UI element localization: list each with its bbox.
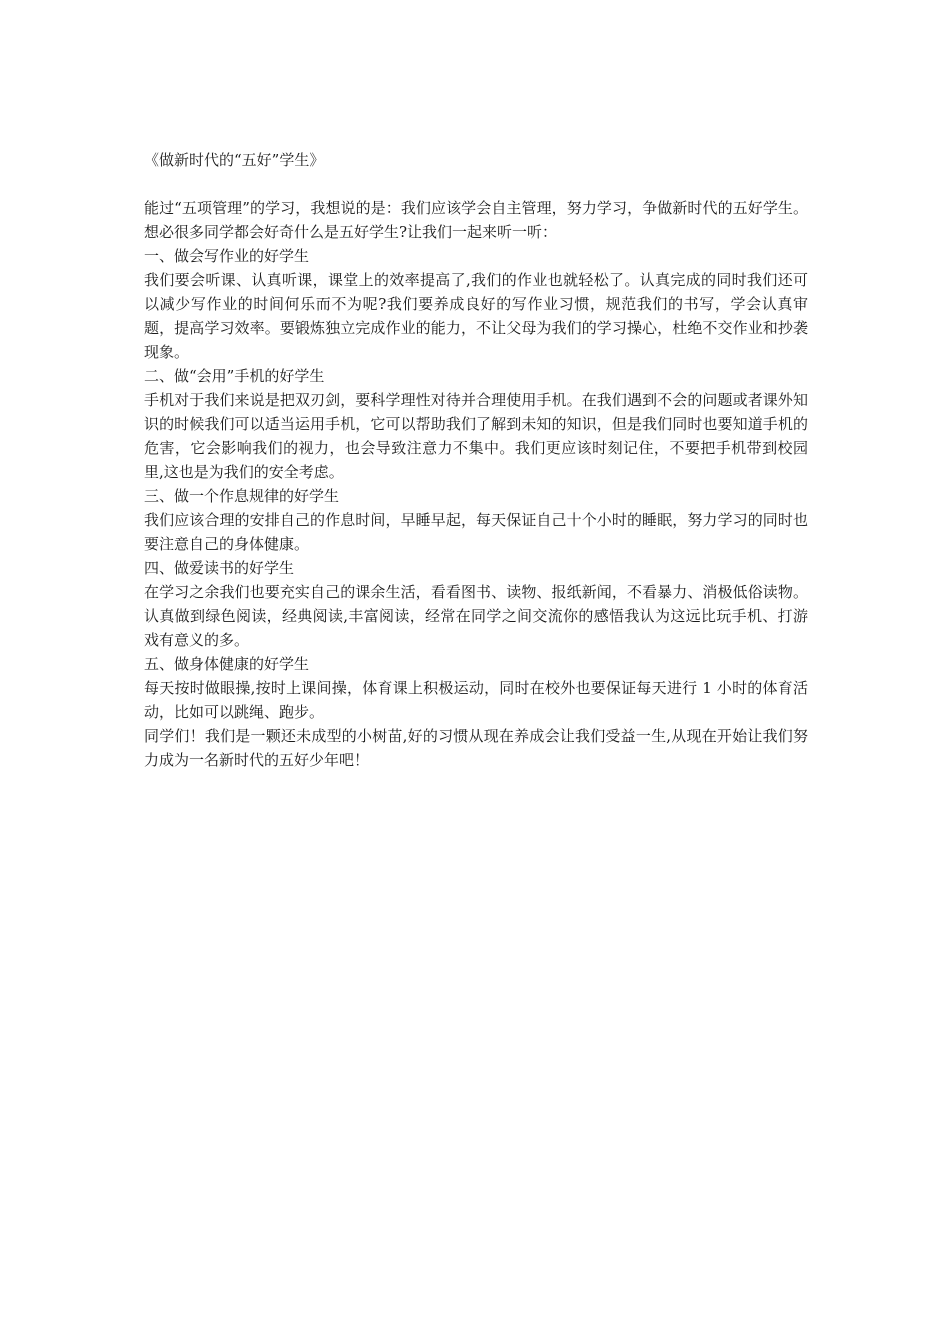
intro-paragraph: 能过“五项管理”的学习，我想说的是：我们应该学会自主管理，努力学习，争做新时代的五好学生。想必很多同学都会好奇什么是五好学生?让我们一起来听一听： [144,199,808,241]
section-heading-1: 一、做会写作业的好学生 [144,247,310,265]
section-body-4: 在学习之余我们也要充实自己的课余生活，看看图书、读物、报纸新闻，不看暴力、消极低俗读物。认真做到绿色阅读，经典阅读,丰富阅读，经常在同学之间交流你的感悟我认为这远比玩手机、打游戏有意义的多。 [144,583,808,649]
section-body-3: 我们应该合理的安排自己的作息时间，早睡早起，每天保证自己十个小时的睡眠，努力学习的同时也要注意自己的身体健康。 [144,511,808,553]
section-heading-4: 四、做爱读书的好学生 [144,559,295,577]
section-body-2: 手机对于我们来说是把双刃剑，要科学理性对待并合理使用手机。在我们遇到不会的问题或者课外知识的时候我们可以适当运用手机，它可以帮助我们了解到未知的知识，但是我们同时也要知道手机的危害，它会影响我们的视力，也会导致注意力不集中。我们更应该时刻记住，不要把手机带到校园里,这也是为我们的安全考虑。 [144,391,808,481]
section-heading-2: 二、做“会用”手机的好学生 [144,367,325,385]
document-body [144,148,808,772]
closing-paragraph: 同学们！我们是一颗还未成型的小树苗,好的习惯从现在养成会让我们受益一生,从现在开始让我们努力成为一名新时代的五好少年吧！ [144,727,808,769]
section-heading-3: 三、做一个作息规律的好学生 [144,487,340,505]
section-body-1: 我们要会听课、认真听课，课堂上的效率提高了,我们的作业也就轻松了。认真完成的同时我们还可以减少写作业的时间何乐而不为呢?我们要养成良好的写作业习惯，规范我们的书写，学会认真审题，提高学习效率。要锻炼独立完成作业的能力，不让父母为我们的学习操心，杜绝不交作业和抄袭现象。 [144,271,808,361]
document-title: 《做新时代的“五好”学生》 [144,151,325,169]
section-body-5: 每天按时做眼操,按时上课间操，体育课上积极运动，同时在校外也要保证每天进行 1 小时的体育活动，比如可以跳绳、跑步。 [144,679,808,721]
section-heading-5: 五、做身体健康的好学生 [144,655,310,673]
